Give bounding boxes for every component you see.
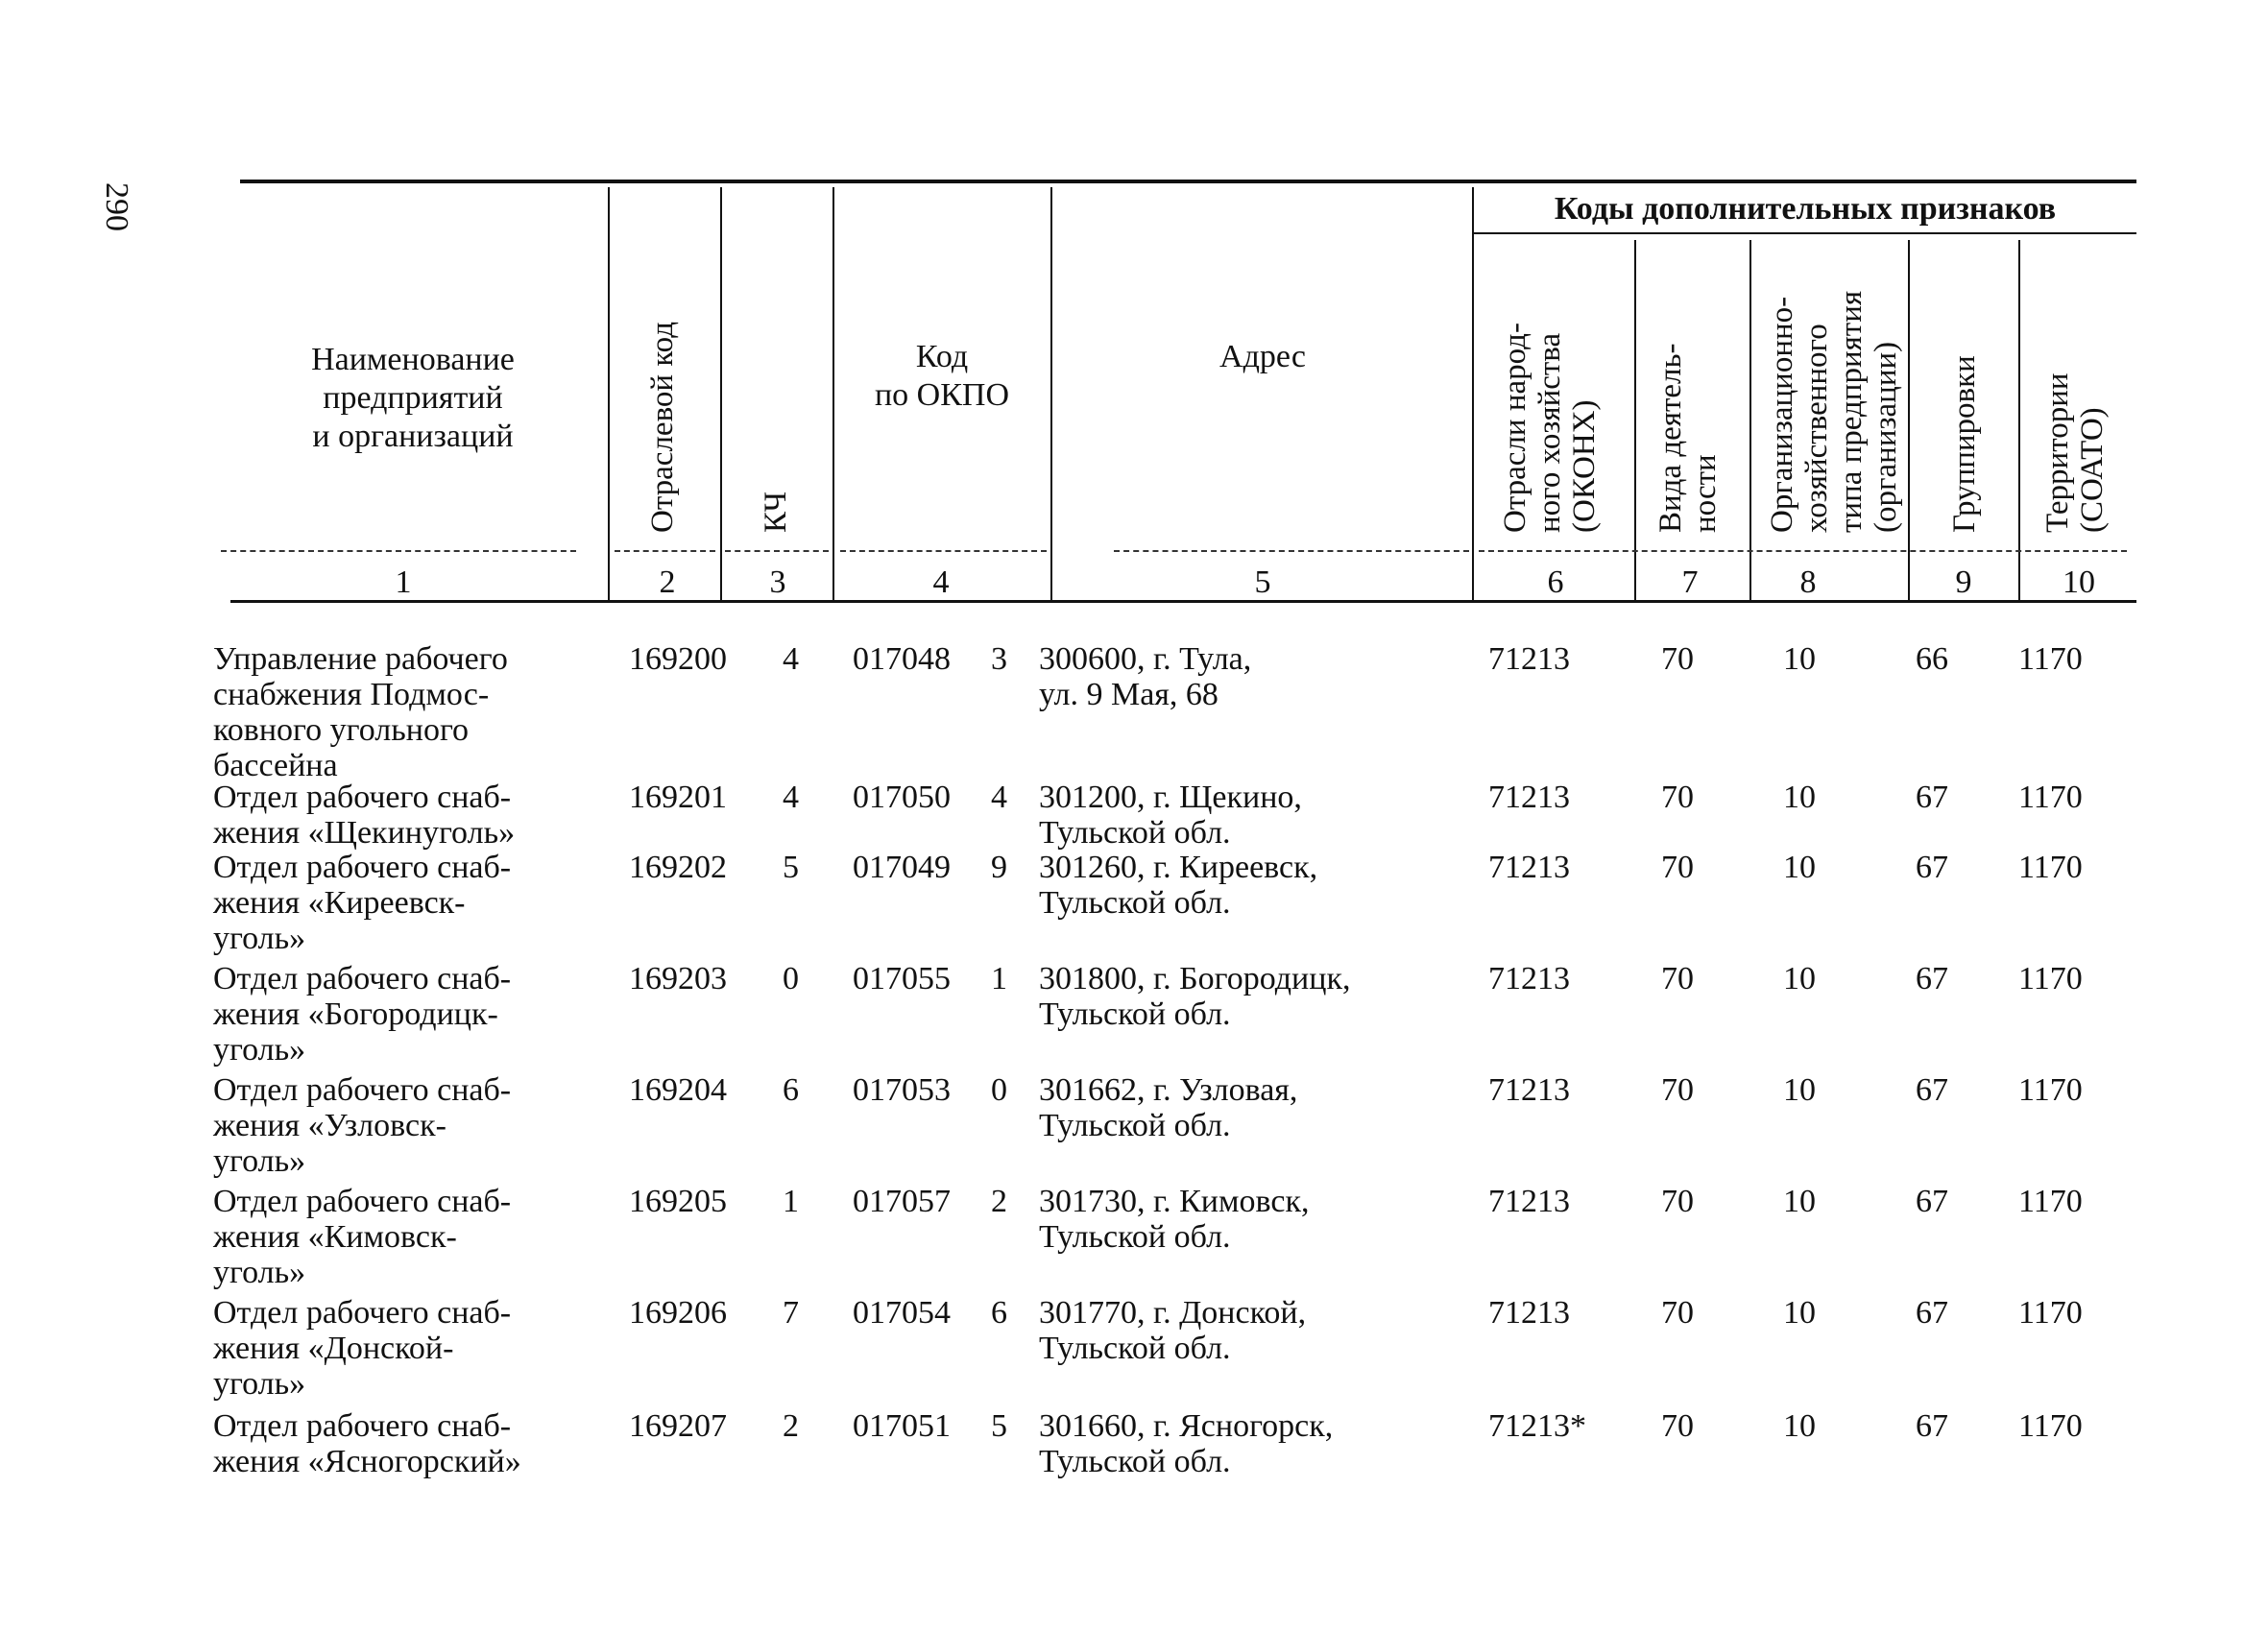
col-separator [1050,187,1052,600]
cell-org-type: 10 [1783,850,1816,885]
cell-okonh: 71213 [1488,780,1570,815]
header-additional-codes: Коды дополнительных признаков [1554,191,2057,227]
cell-org-type: 10 [1783,780,1816,815]
cell-soato: 1170 [2018,641,2083,677]
cell-address: 301660, г. Ясногорск, Тульской обл. [1039,1408,1334,1479]
cell-okpo-check: 2 [991,1184,1007,1219]
header-dash [1114,550,1469,552]
cell-organization-name: Управление рабочего снабжения Подмос- ковного угольного бассейна [213,641,508,783]
column-number: 9 [1955,564,1972,600]
cell-activity: 70 [1661,641,1694,677]
cell-org-type: 10 [1783,1408,1816,1444]
col-separator [1749,240,1751,600]
header-dash [725,550,829,552]
header-org-type: Организационно- хозяйственного типа предприятия (организации) [1765,290,1903,533]
cell-kch: 7 [783,1295,799,1331]
cell-org-type: 10 [1783,1295,1816,1331]
cell-org-type: 10 [1783,1072,1816,1108]
cell-okpo-check: 6 [991,1295,1007,1331]
cell-activity: 70 [1661,1408,1694,1444]
column-number: 2 [659,564,676,600]
cell-activity: 70 [1661,961,1694,996]
cell-soato: 1170 [2018,1072,2083,1108]
cell-okpo: 017053 [853,1072,951,1108]
cell-grouping: 67 [1916,1295,1948,1331]
cell-okonh: 71213 [1488,641,1570,677]
cell-address: 301770, г. Донской, Тульской обл. [1039,1295,1307,1366]
column-number: 5 [1254,564,1271,600]
cell-okpo-check: 4 [991,780,1007,815]
cell-grouping: 67 [1916,780,1948,815]
cell-activity: 70 [1661,780,1694,815]
cell-soato: 1170 [2018,1408,2083,1444]
cell-address: 301260, г. Киреевск, Тульской обл. [1039,850,1318,921]
cell-activity: 70 [1661,1184,1694,1219]
cell-organization-name: Отдел рабочего снаб- жения «Ясногорский» [213,1408,521,1479]
cell-okpo: 017054 [853,1295,951,1331]
col-separator [2018,240,2020,600]
header-dash [1479,550,2127,552]
cell-okpo-check: 9 [991,850,1007,885]
col-separator [720,187,722,600]
group-title-rule [1474,232,2136,234]
cell-organization-name: Отдел рабочего снаб- жения «Щекинуголь» [213,780,516,851]
cell-kch: 0 [783,961,799,996]
cell-okpo: 017049 [853,850,951,885]
cell-kch: 5 [783,850,799,885]
header-okonh: Отрасли народ- ного хозяйства (ОКОНХ) [1498,323,1602,533]
cell-branch-code: 169204 [629,1072,727,1108]
header-address: Адрес [1219,339,1306,374]
header-dash [221,550,576,552]
cell-address: 301730, г. Кимовск, Тульской обл. [1039,1184,1310,1255]
cell-kch: 1 [783,1184,799,1219]
cell-okpo: 017057 [853,1184,951,1219]
header-okpo: Код по ОКПО [874,339,1010,413]
cell-soato: 1170 [2018,1295,2083,1331]
cell-grouping: 67 [1916,1408,1948,1444]
header-dash [615,550,715,552]
cell-okpo-check: 3 [991,641,1007,677]
cell-soato: 1170 [2018,780,2083,815]
cell-branch-code: 169206 [629,1295,727,1331]
column-number: 4 [932,564,950,600]
cell-branch-code: 169207 [629,1408,727,1444]
cell-activity: 70 [1661,1072,1694,1108]
cell-branch-code: 169203 [629,961,727,996]
cell-activity: 70 [1661,1295,1694,1331]
cell-org-type: 10 [1783,641,1816,677]
page-number: 290 [99,182,134,231]
cell-soato: 1170 [2018,1184,2083,1219]
col-separator [832,187,834,600]
header-grouping: Группировки [1947,355,1982,533]
cell-address: 300600, г. Тула, ул. 9 Мая, 68 [1039,641,1252,712]
cell-org-type: 10 [1783,1184,1816,1219]
header-dash [840,550,1047,552]
header-kch: КЧ [759,491,793,533]
cell-okpo: 017048 [853,641,951,677]
cell-okonh: 71213 [1488,1072,1570,1108]
cell-organization-name: Отдел рабочего снаб- жения «Богородицк- уголь» [213,961,512,1068]
cell-okpo: 017050 [853,780,951,815]
cell-grouping: 67 [1916,1184,1948,1219]
cell-soato: 1170 [2018,961,2083,996]
cell-okonh: 71213 [1488,1295,1570,1331]
cell-activity: 70 [1661,850,1694,885]
cell-okonh: 71213 [1488,961,1570,996]
col-separator [1908,240,1910,600]
cell-address: 301800, г. Богородицк, Тульской обл. [1039,961,1351,1032]
col-separator [608,187,610,600]
column-number: 8 [1799,564,1817,600]
cell-okpo-check: 0 [991,1072,1007,1108]
cell-okpo: 017055 [853,961,951,996]
cell-kch: 4 [783,641,799,677]
header-activity: Вида деятель- ности [1653,343,1723,533]
cell-organization-name: Отдел рабочего снаб- жения «Киреевск- уголь» [213,850,512,956]
cell-branch-code: 169201 [629,780,727,815]
cell-organization-name: Отдел рабочего снаб- жения «Донской- уголь» [213,1295,512,1402]
header-soato: Территории (СОАТО) [2040,372,2110,533]
column-number: 3 [769,564,786,600]
column-number: 1 [395,564,412,600]
cell-kch: 2 [783,1408,799,1444]
col-separator [1472,187,1474,600]
cell-okonh: 71213 [1488,850,1570,885]
cell-grouping: 67 [1916,850,1948,885]
cell-address: 301200, г. Щекино, Тульской обл. [1039,780,1302,851]
cell-kch: 6 [783,1072,799,1108]
cell-grouping: 67 [1916,961,1948,996]
header-branch-code: Отраслевой код [645,321,680,533]
col-separator [1634,240,1636,600]
cell-branch-code: 169200 [629,641,727,677]
header-name: Наименование предприятий и организаций [311,342,515,454]
column-number: 7 [1681,564,1699,600]
cell-branch-code: 169202 [629,850,727,885]
column-number: 10 [2063,564,2095,600]
cell-branch-code: 169205 [629,1184,727,1219]
cell-okpo-check: 5 [991,1408,1007,1444]
cell-soato: 1170 [2018,850,2083,885]
column-number: 6 [1547,564,1564,600]
header-bottom-rule [230,600,2136,603]
cell-okonh: 71213* [1488,1408,1586,1444]
cell-kch: 4 [783,780,799,815]
cell-organization-name: Отдел рабочего снаб- жения «Кимовск- уголь» [213,1184,512,1290]
table-top-rule [240,180,2136,183]
cell-organization-name: Отдел рабочего снаб- жения «Узловск- уголь» [213,1072,512,1179]
cell-okpo-check: 1 [991,961,1007,996]
cell-org-type: 10 [1783,961,1816,996]
cell-grouping: 67 [1916,1072,1948,1108]
cell-address: 301662, г. Узловая, Тульской обл. [1039,1072,1298,1143]
cell-okonh: 71213 [1488,1184,1570,1219]
cell-grouping: 66 [1916,641,1948,677]
cell-okpo: 017051 [853,1408,951,1444]
